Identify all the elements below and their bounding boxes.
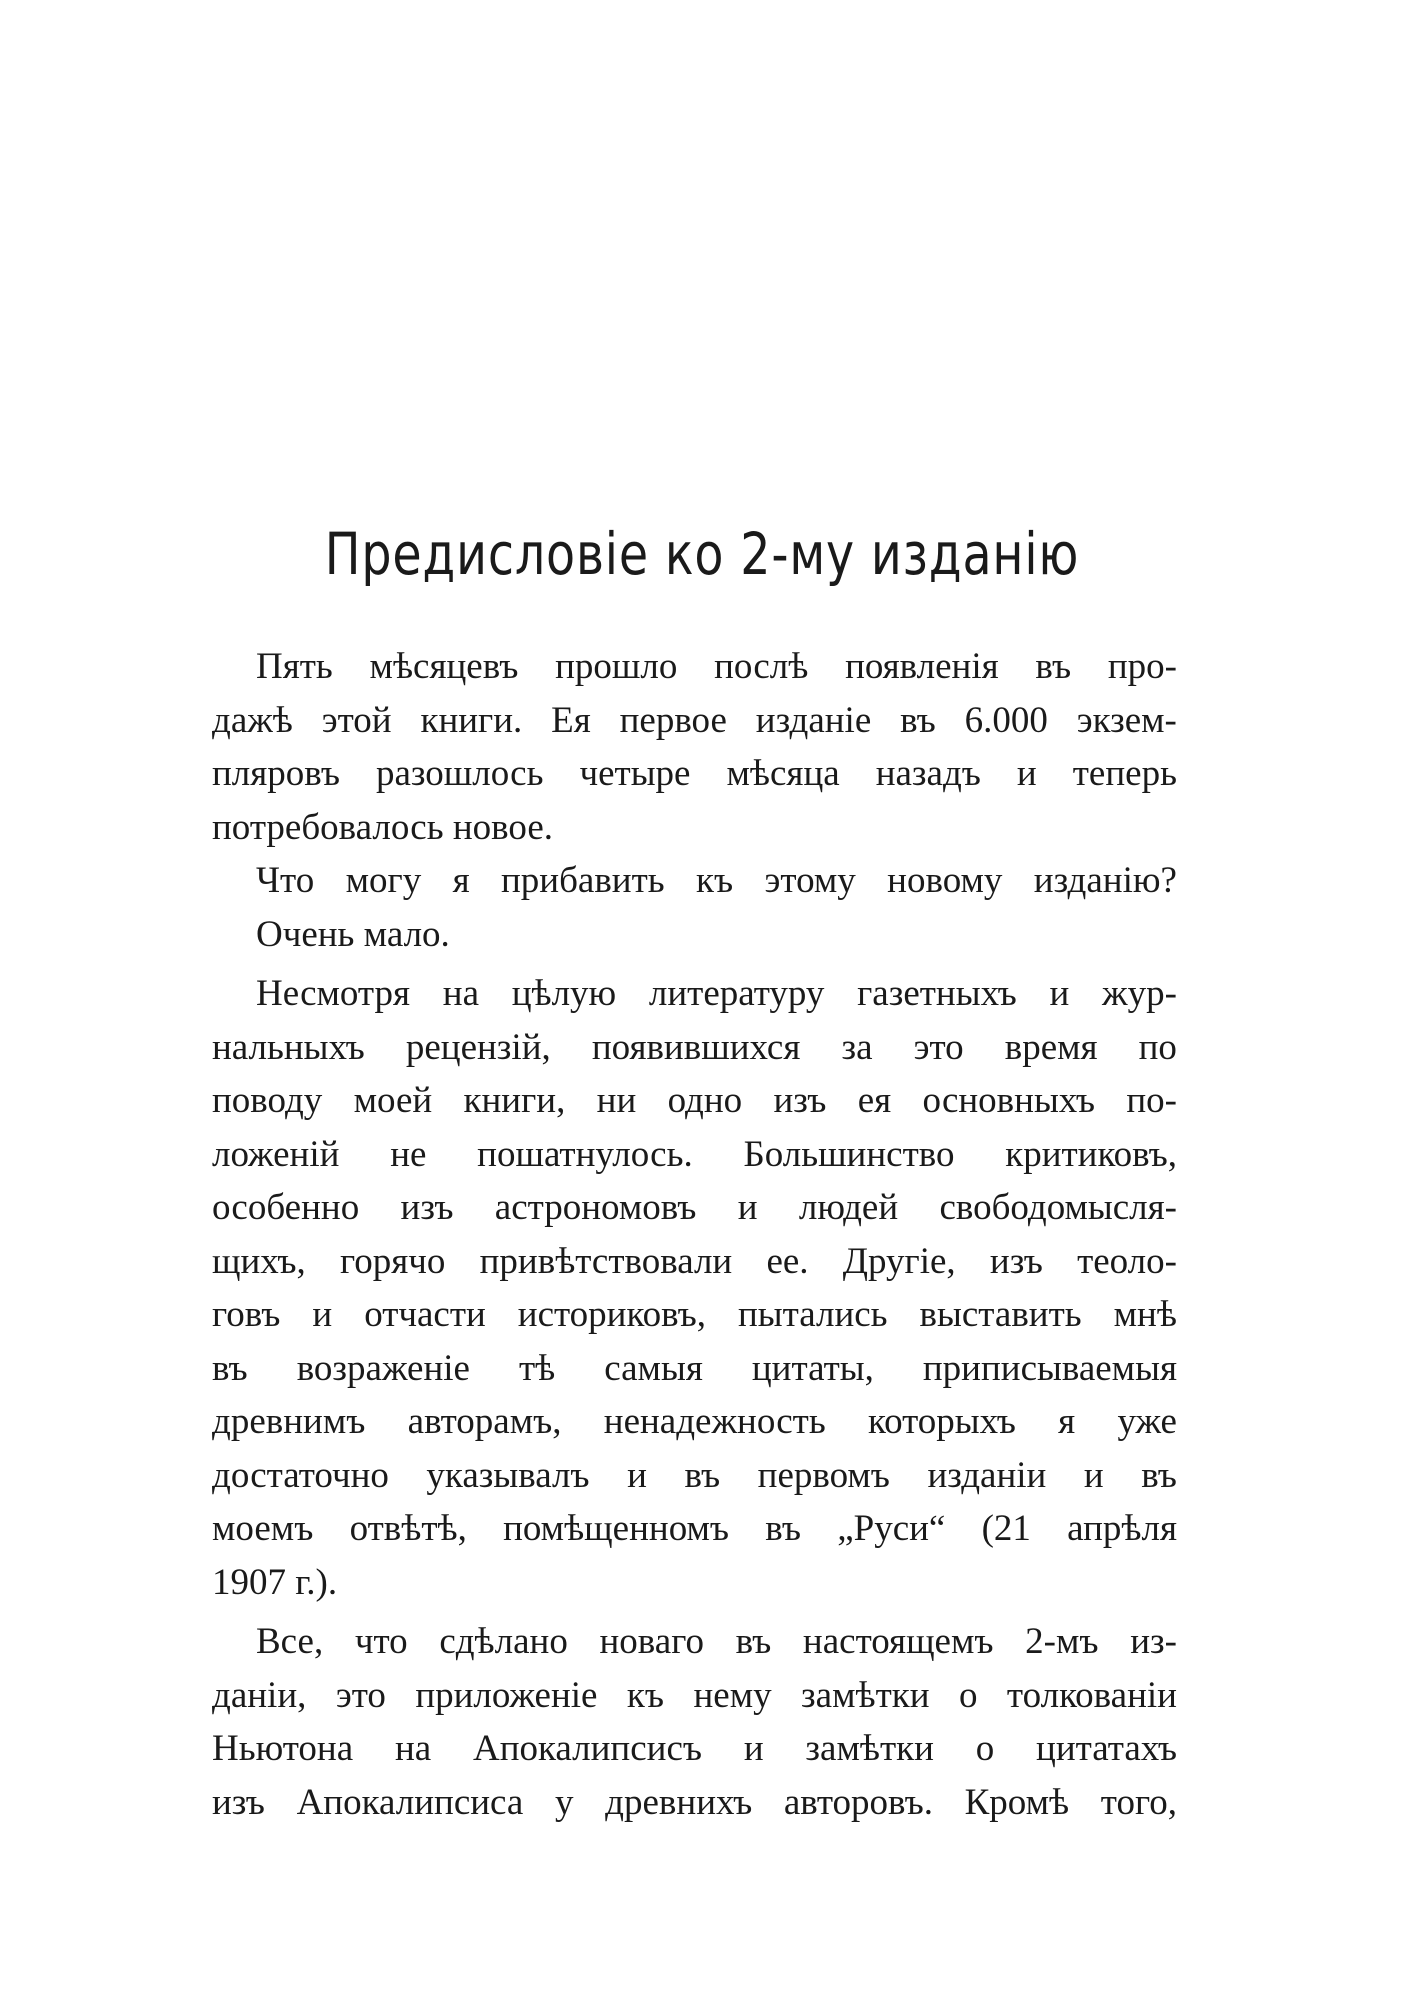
text-line: поводу моей книги, ни одно изъ ея основныхъ по-: [212, 1080, 1177, 1121]
body-text: [212, 640, 1177, 1829]
text-line: потребовалось новое.: [212, 806, 553, 848]
text-line: моемъ отвѣтѣ, помѣщенномъ въ „Руси“ (21 апрѣля: [212, 1508, 1177, 1549]
text-line: нальныхъ рецензій, появившихся за это время по: [212, 1026, 1177, 1068]
text-line: дажѣ этой книги. Ея первое изданіе въ 6.000 экзем-: [212, 699, 1177, 741]
text-line: пляровъ разошлось четыре мѣсяца назадъ и теперь: [212, 753, 1177, 794]
text-line: Что могу я прибавить къ этому новому изданію?: [256, 860, 1177, 901]
paragraph-3: [212, 908, 1177, 962]
text-line: говъ и отчасти историковъ, пытались выставить мнѣ: [212, 1294, 1177, 1335]
text-line: древнимъ авторамъ, ненадежность которыхъ я уже: [212, 1401, 1177, 1442]
text-line: Пять мѣсяцевъ прошло послѣ появленія въ про-: [256, 646, 1177, 687]
text-line: въ возраженіе тѣ самыя цитаты, приписываемыя: [212, 1347, 1177, 1389]
text-line: Ньютона на Апокалипсисъ и замѣтки о цитатахъ: [212, 1728, 1177, 1769]
text-line: особенно изъ астрономовъ и людей свободомысля-: [212, 1187, 1177, 1228]
text-line: изъ Апокалипсиса у древнихъ авторовъ. Кромѣ того,: [212, 1781, 1177, 1823]
paragraph-4: [212, 967, 1177, 1609]
text-line: ложеній не пошатнулось. Большинство критиковъ,: [212, 1133, 1177, 1175]
text-line: Все, что сдѣлано новаго въ настоящемъ 2-мъ из-: [256, 1621, 1177, 1662]
paragraph-1: [212, 640, 1177, 854]
paragraph-2: [212, 854, 1177, 908]
text-line: щихъ, горячо привѣтствовали ее. Другіе, изъ теоло-: [212, 1240, 1177, 1282]
text-line: 1907 г.).: [212, 1561, 338, 1603]
page-title: Предисловіе ко 2-му изданію: [324, 520, 1080, 588]
text-line: Очень мало.: [256, 913, 450, 955]
text-line: достаточно указывалъ и въ первомъ изданіи и въ: [212, 1454, 1177, 1496]
text-line: Несмотря на цѣлую литературу газетныхъ и жур-: [256, 973, 1177, 1014]
text-line: даніи, это приложеніе къ нему замѣтки о толкованіи: [212, 1674, 1177, 1716]
paragraph-5: [212, 1615, 1177, 1829]
